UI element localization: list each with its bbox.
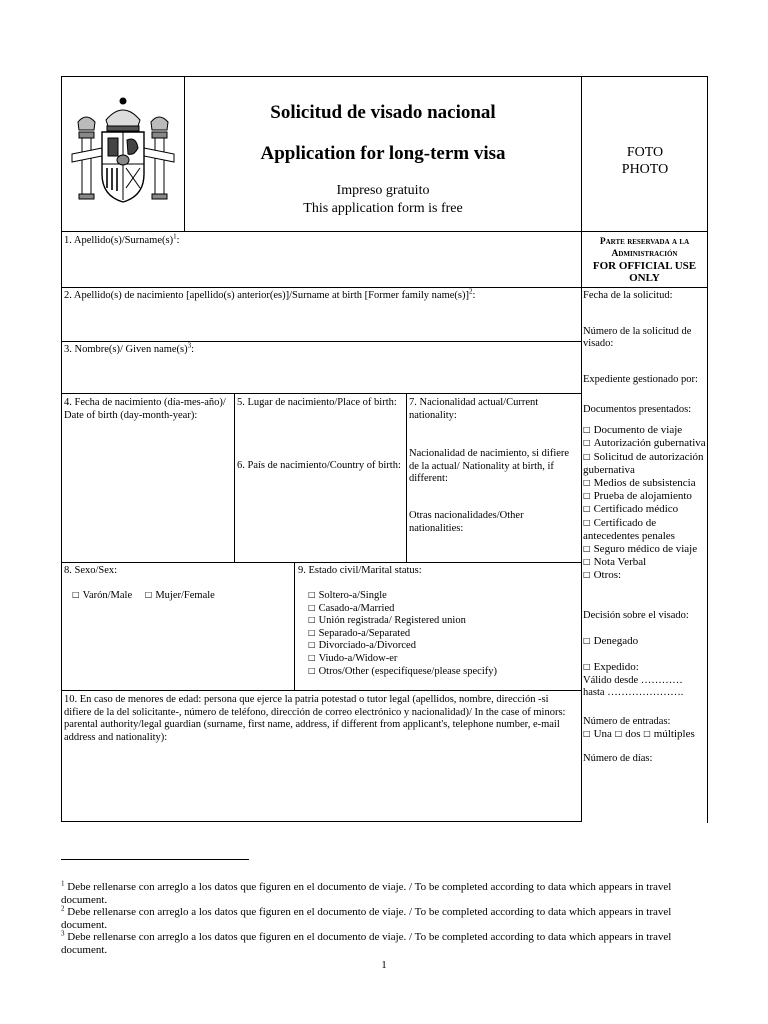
footnote-separator bbox=[61, 859, 249, 860]
official-expedido[interactable]: □ Expedido: bbox=[583, 661, 639, 674]
official-heading-bottom-border bbox=[581, 287, 708, 288]
free-form-spanish: Impreso gratuito bbox=[336, 183, 430, 198]
official-heading bbox=[582, 236, 707, 284]
checkbox-female[interactable]: □ Mujer/Female bbox=[144, 590, 215, 601]
row-birth-divider-2 bbox=[406, 393, 407, 563]
official-decision-heading: Decisión sobre el visado: bbox=[583, 609, 689, 621]
doc-item[interactable]: □ Otros: bbox=[583, 569, 622, 582]
checkbox-female-box: □ bbox=[144, 590, 153, 599]
doc-item[interactable]: □ Certificado médico bbox=[583, 503, 679, 516]
official-heading-en: FOR OFFICIAL USE ONLY bbox=[592, 260, 697, 284]
official-numero-dias[interactable]: Número de días: bbox=[583, 753, 653, 764]
footnote-item: $^3$ Debe rellenarse con arreglo a los datos que figuren en el documento de viaje. / To be completed according to data which appears in travel document. bbox=[61, 929, 672, 956]
official-column-right-border bbox=[707, 231, 708, 823]
official-doc-list bbox=[583, 424, 707, 583]
doc-item[interactable]: □ Prueba de alojamiento bbox=[583, 490, 692, 502]
official-entradas-options bbox=[583, 728, 707, 742]
official-hasta[interactable]: hasta …………………. bbox=[583, 687, 684, 699]
row-birth-divider-1 bbox=[234, 393, 235, 563]
official-panel bbox=[583, 290, 707, 766]
entradas-dos[interactable]: □ dos bbox=[614, 728, 641, 741]
field-8-options bbox=[72, 590, 215, 603]
doc-item[interactable]: □ Autorización gubernativa bbox=[583, 437, 706, 450]
field-7-other-nationalities[interactable]: Otras nacionalidades/Other nationalities: bbox=[409, 510, 524, 534]
field-1-label: 1. $Apellido(s)/Surname(s)^1$: bbox=[64, 232, 180, 246]
field-7-current-nationality[interactable]: 7. Nacionalidad actual/Current nationality: bbox=[409, 397, 539, 421]
marital-option[interactable]: □ Soltero-a/Single bbox=[308, 590, 387, 601]
footnote-ref-1: 1 bbox=[173, 232, 177, 241]
page-number: 1 bbox=[381, 959, 387, 971]
official-entradas-heading: Número de entradas: bbox=[583, 715, 671, 727]
free-form-english: This application form is free bbox=[303, 201, 463, 216]
footnote-item: $^2$ Debe rellenarse con arreglo a los datos que figuren en el documento de viaje. / To be completed according to data which appears in travel document. bbox=[61, 904, 672, 931]
field-10-label: 10. En caso de menores de edad: persona que ejerce la patria potestad o tutor legal (apellidos, nombre, dirección -si difiere de la del solicitante-, número de teléfono, dirección de correo electrónico y nacionalidad)/ In the case of minors: parental authority/legal guardian (surname, first name, address, if different from applicant's, telephone number, e-mail address and nationality): bbox=[64, 694, 566, 743]
official-heading-es: Parte reservada a la Administración bbox=[599, 237, 690, 259]
footnote-ref-3: 3 bbox=[187, 341, 192, 350]
field-7-nationality-at-birth[interactable]: Nacionalidad de nacimiento, si difiere de la actual/ Nationality at birth, if different: bbox=[409, 448, 570, 485]
title-english: Application for long-term visa bbox=[260, 143, 506, 164]
photo-box[interactable] bbox=[582, 144, 708, 178]
doc-item[interactable]: □ Documento de viaje bbox=[583, 423, 683, 436]
field-8-sex-label: 8. Sexo/Sex: bbox=[64, 565, 118, 576]
marital-option[interactable]: □ Unión registrada/ Registered union bbox=[308, 615, 466, 627]
official-fecha-solicitud[interactable]: Fecha de la solicitud: bbox=[583, 290, 673, 301]
row-sex-divider bbox=[294, 562, 295, 691]
official-valido-desde[interactable]: Válido desde ………… bbox=[583, 674, 683, 686]
footnote-item: $^1$ Debe rellenarse con arreglo a los datos que figuren en el documento de viaje. / To be completed according to data which appears in travel document. bbox=[61, 879, 672, 906]
official-numero-solicitud[interactable]: Número de la solicitud de visado: bbox=[583, 325, 692, 350]
doc-item[interactable]: □ Medios de subsistencia bbox=[583, 476, 696, 489]
coat-of-arms-emblem bbox=[68, 92, 178, 212]
field-4-date-of-birth[interactable]: 4. Fecha de nacimiento (día-mes-año)/ Date of birth (day-month-year): bbox=[64, 397, 226, 421]
field-6-country-of-birth[interactable]: 6. País de nacimiento/Country of birth: bbox=[237, 460, 401, 471]
field-9-options bbox=[308, 590, 497, 678]
official-denegado[interactable]: □ Denegado bbox=[583, 635, 639, 648]
field-5-place-of-birth[interactable]: 5. Lugar de nacimiento/Place of birth: bbox=[237, 397, 397, 408]
title-spanish: Solicitud de visado nacional bbox=[270, 102, 496, 123]
checkbox-male-box: □ bbox=[72, 590, 80, 599]
doc-item[interactable]: □ Seguro médico de viaje bbox=[583, 542, 698, 555]
entradas-multiples[interactable]: □ múltiples bbox=[643, 728, 695, 741]
footnote-ref-2: 2 bbox=[469, 287, 473, 296]
marital-option[interactable]: □ Casado-a/Married bbox=[308, 602, 395, 614]
official-expediente[interactable]: Expediente gestionado por: bbox=[583, 373, 698, 385]
marital-option[interactable]: □ Otros/Other (especifíquese/please specify) bbox=[308, 665, 497, 677]
photo-label-en: PHOTO bbox=[621, 162, 669, 177]
field-3-label: 3. Nombre(s)/ Given $name(s)^3$: bbox=[64, 341, 195, 355]
field-9-marital-label: 9. Estado civil/Marital status: bbox=[298, 565, 422, 576]
checkbox-male[interactable]: □ Varón/Male bbox=[72, 590, 133, 601]
marital-option[interactable]: □ Separado-a/Separated bbox=[308, 627, 411, 639]
footnotes bbox=[61, 881, 691, 956]
doc-item[interactable]: □ Solicitud de autorización gubernativa bbox=[583, 450, 704, 477]
official-documentos-heading: Documentos presentados: bbox=[583, 404, 692, 416]
photo-label-es: FOTO bbox=[626, 145, 664, 160]
marital-option[interactable]: □ Viudo-a/Widow-er bbox=[308, 652, 398, 664]
marital-option[interactable]: □ Divorciado-a/Divorced bbox=[308, 640, 416, 652]
field-2-label: 2. Apellido(s) de nacimiento [apellido(s) anterior(es)]/Surname at birth [Former family name(s)]$^2$: bbox=[64, 287, 476, 301]
doc-item[interactable]: □ Certificado de antecedentes penales bbox=[583, 516, 675, 543]
entradas-una[interactable]: □ Una bbox=[583, 728, 612, 741]
doc-item[interactable]: □ Nota Verbal bbox=[583, 556, 647, 569]
